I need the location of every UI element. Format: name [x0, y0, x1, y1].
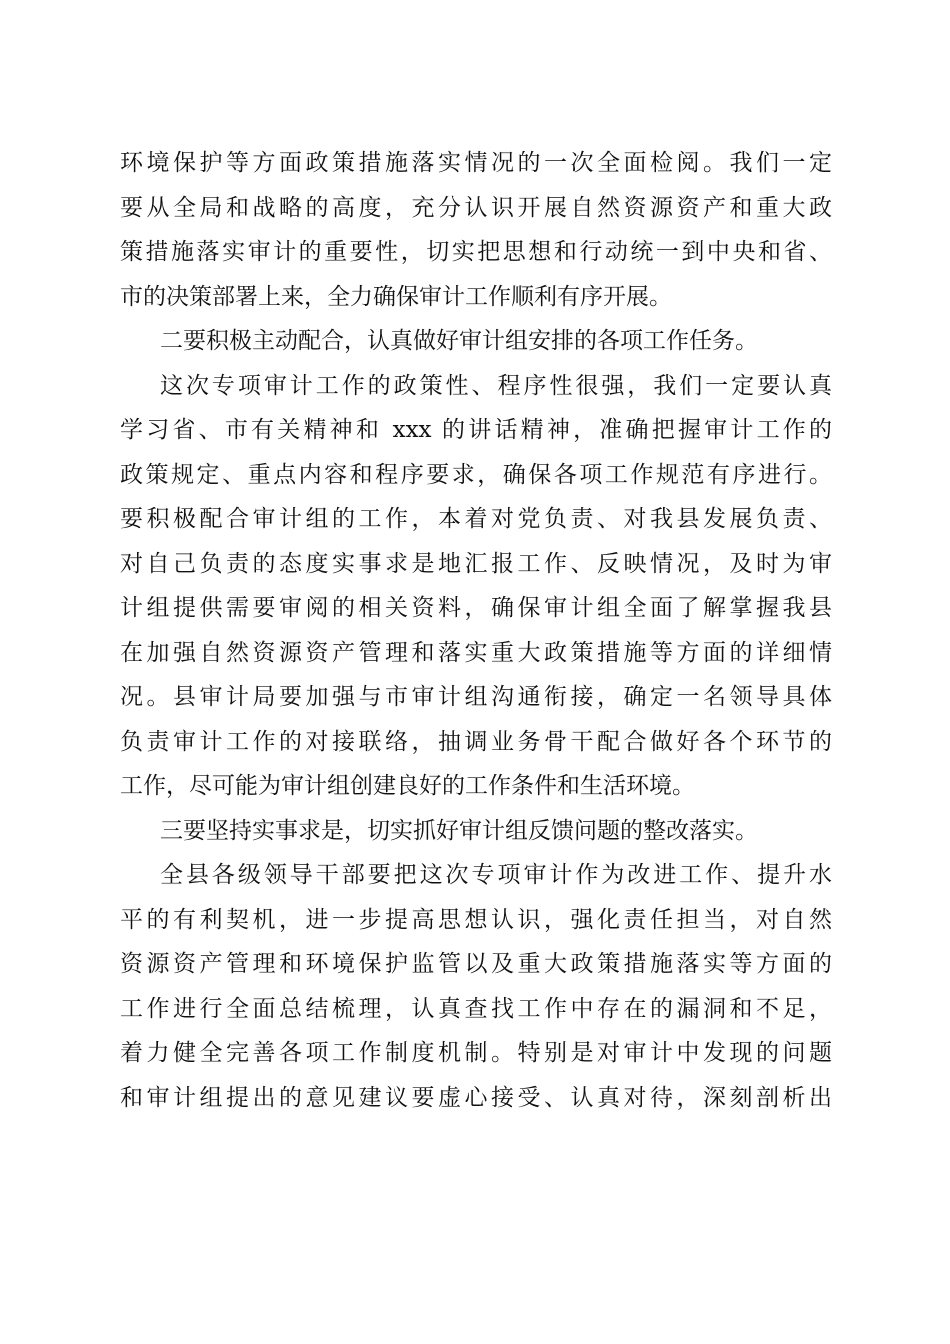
text-line: 工作进行全面总结梳理，认真查找工作中存在的漏洞和不足，: [120, 995, 832, 1022]
text-line: 和审计组提出的意见建议要虚心接受、认真对待，深刻剖析出: [120, 1084, 832, 1111]
text-line: 负责审计工作的对接联络，抽调业务骨干配合做好各个环节的: [120, 728, 832, 755]
text-line: 要从全局和战略的高度，充分认识开展自然资源资产和重大政: [120, 194, 832, 221]
text-line: 资源资产管理和环境保护监管以及重大政策措施落实等方面的: [120, 951, 832, 977]
text-line: 策措施落实审计的重要性，切实把思想和行动统一到中央和省、: [120, 239, 832, 265]
text-line: 市的决策部署上来，全力确保审计工作顺利有序开展。: [120, 283, 672, 310]
text-line: 全县各级领导干部要把这次专项审计作为改进工作、提升水: [160, 862, 832, 888]
text-line: 这次专项审计工作的政策性、程序性很强，我们一定要认真: [160, 372, 832, 399]
text-line: 在加强自然资源资产管理和落实重大政策措施等方面的详细情: [120, 639, 832, 666]
text-line: 平的有利契机，进一步提高思想认识，强化责任担当，对自然: [120, 906, 832, 933]
text-line: 工作，尽可能为审计组创建良好的工作条件和生活环境。: [120, 773, 695, 799]
text-line: 对自己负责的态度实事求是地汇报工作、反映情况，及时为审: [120, 550, 832, 577]
text-line: 环境保护等方面政策措施落实情况的一次全面检阅。我们一定: [120, 150, 832, 176]
text-line: 要积极配合审计组的工作，本着对党负责、对我县发展负责、: [120, 506, 832, 532]
text-line: 政策规定、重点内容和程序要求，确保各项工作规范有序进行。: [120, 461, 832, 488]
text-line: 况。县审计局要加强与市审计组沟通衔接，确定一名领导具体: [120, 684, 832, 710]
section-heading: 三要坚持实事求是，切实抓好审计组反馈问题的整改落实。: [160, 817, 758, 844]
document-body: [120, 141, 832, 1120]
text-line: 着力健全完善各项工作制度机制。特别是对审计中发现的问题: [120, 1040, 832, 1066]
section-heading: 二要积极主动配合，认真做好审计组安排的各项工作任务。: [160, 328, 758, 354]
text-line: 学习省、市有关精神和 xxx 的讲话精神，准确把握审计工作的: [120, 417, 832, 443]
text-line: 计组提供需要审阅的相关资料，确保审计组全面了解掌握我县: [120, 595, 832, 621]
